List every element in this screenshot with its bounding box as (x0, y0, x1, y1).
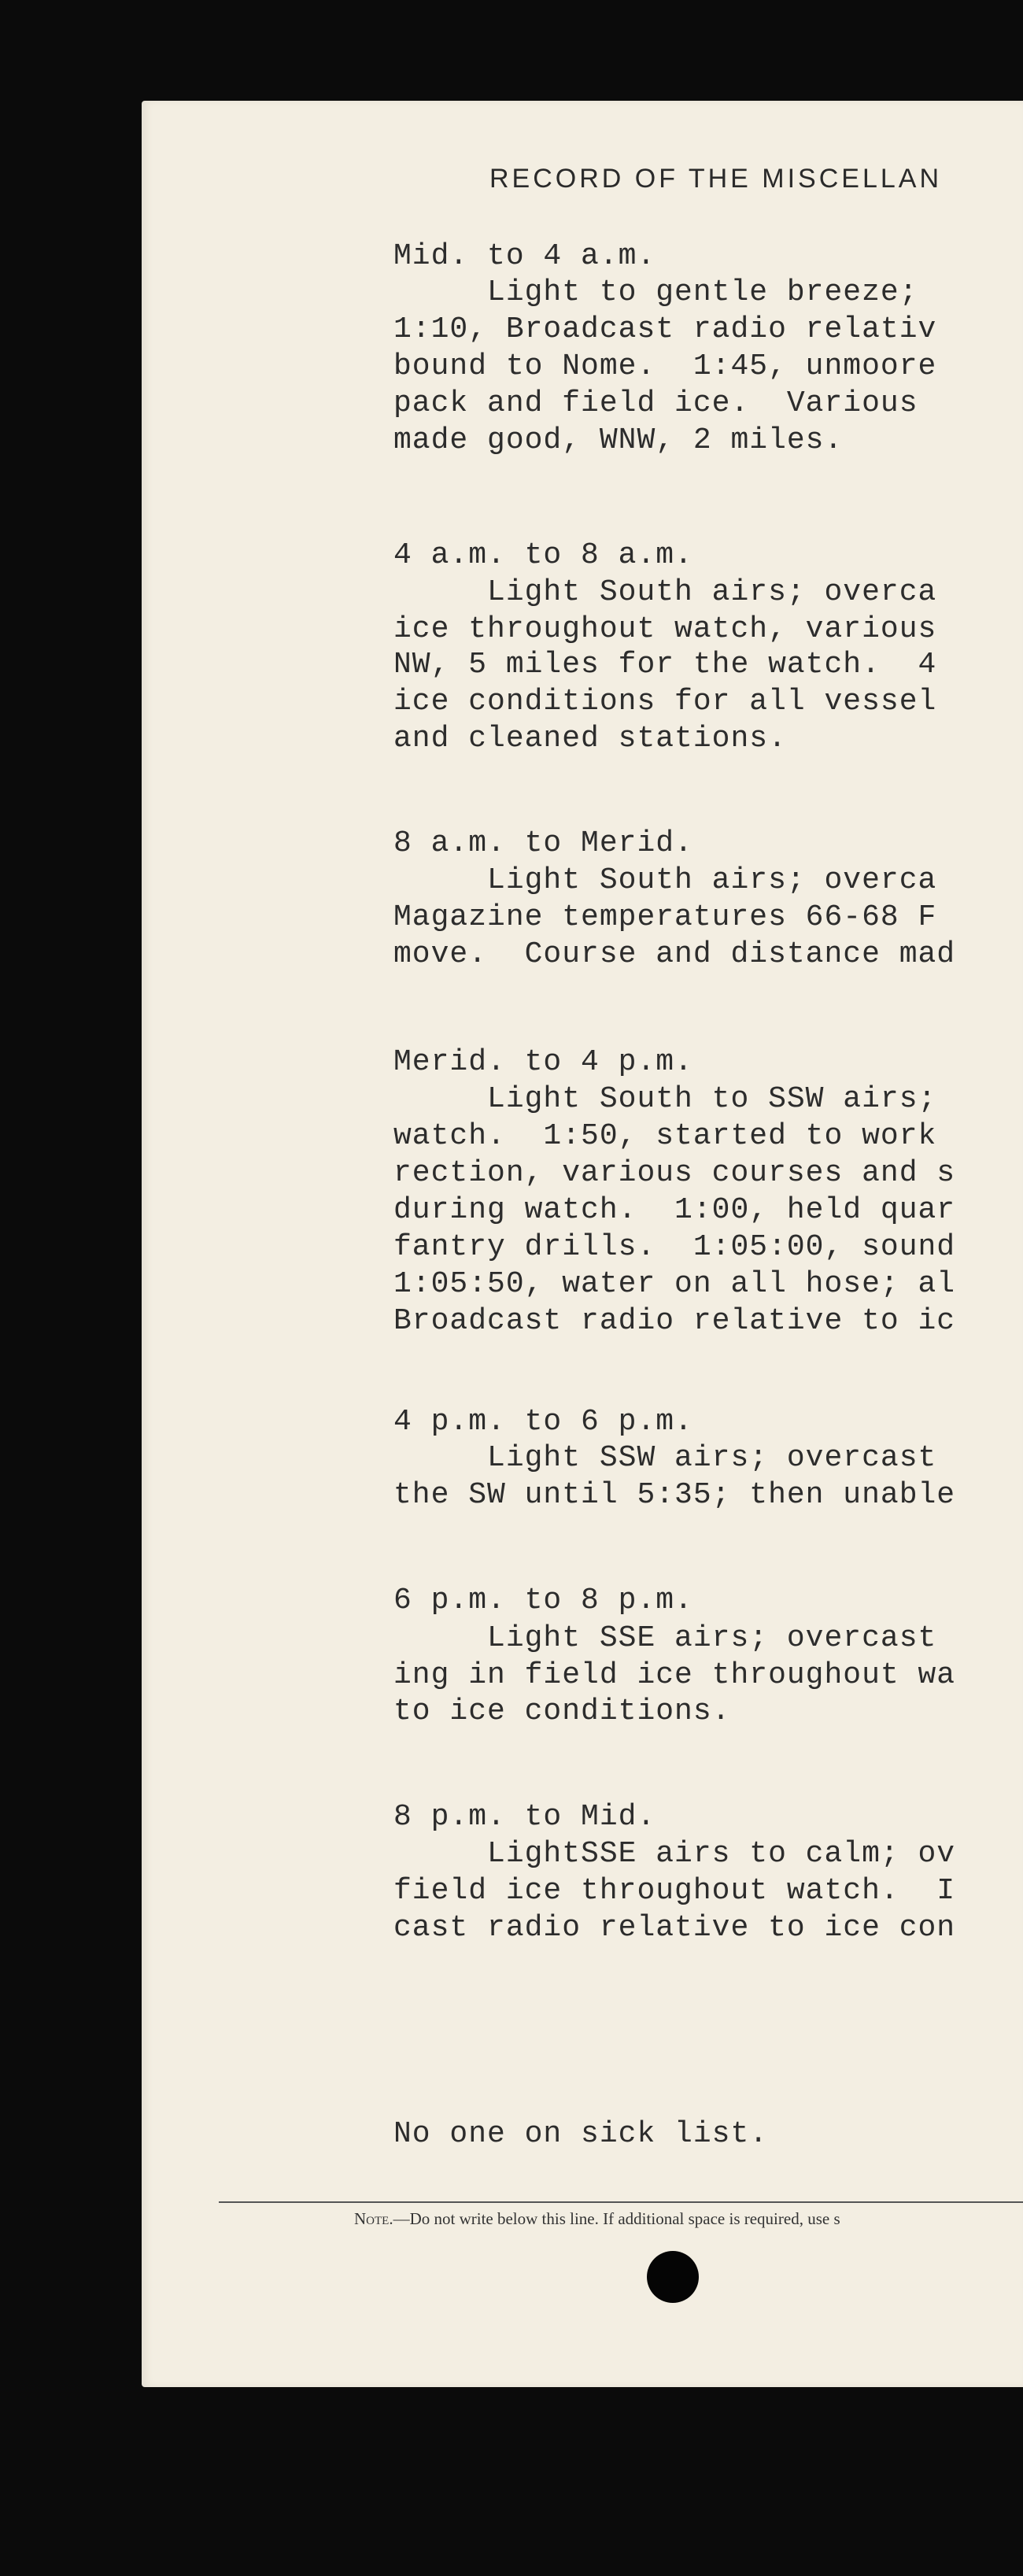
record-heading: RECORD OF THE MISCELLAN (489, 164, 943, 194)
watch-time: Merid. to 4 p.m. (393, 1045, 693, 1079)
watch-time: 4 a.m. to 8 a.m. (393, 538, 693, 572)
log-line: Light SSW airs; overcast (393, 1441, 937, 1475)
log-line: Magazine temperatures 66-68 F (393, 900, 937, 934)
log-line: during watch. 1:00, held quar (393, 1193, 956, 1227)
punch-hole (647, 2251, 699, 2303)
log-line: fantry drills. 1:05:00, sound (393, 1230, 956, 1264)
log-line: NW, 5 miles for the watch. 4 (393, 648, 937, 682)
log-line: ice conditions for all vessel (393, 685, 937, 719)
log-line: rection, various courses and s (393, 1156, 956, 1190)
log-line: Broadcast radio relative to ic (393, 1304, 956, 1338)
watch-time: 8 a.m. to Merid. (393, 826, 693, 860)
log-line: field ice throughout watch. I (393, 1874, 956, 1908)
log-line: the SW until 5:35; then unable (393, 1478, 956, 1512)
log-line: cast radio relative to ice con (393, 1911, 956, 1945)
watch-time: 4 p.m. to 6 p.m. (393, 1405, 693, 1439)
log-line: LightSSE airs to calm; ov (393, 1837, 956, 1871)
log-line: ice throughout watch, various (393, 612, 937, 646)
log-line: Light South airs; overca (393, 575, 937, 609)
log-line: and cleaned stations. (393, 722, 787, 756)
log-line: bound to Nome. 1:45, unmoore (393, 349, 937, 383)
log-line: 1:05:50, water on all hose; al (393, 1267, 956, 1301)
log-line: Light to gentle breeze; (393, 275, 918, 309)
log-line: move. Course and distance mad (393, 937, 956, 971)
log-line: Light South airs; overca (393, 863, 937, 897)
log-line: ing in field ice throughout wa (393, 1658, 956, 1692)
log-line: watch. 1:50, started to work (393, 1119, 937, 1153)
log-line: Light South to SSW airs; (393, 1082, 937, 1116)
log-line: made good, WNW, 2 miles. (393, 423, 844, 457)
form-note (354, 2209, 840, 2229)
note-label: Note. (354, 2209, 393, 2228)
watch-time: Mid. to 4 a.m. (393, 239, 656, 273)
log-line: to ice conditions. (393, 1695, 731, 1728)
log-line: pack and field ice. Various (393, 386, 918, 420)
sick-list-note: No one on sick list. (393, 2117, 769, 2151)
log-line: Light SSE airs; overcast (393, 1621, 937, 1655)
watch-time: 6 p.m. to 8 p.m. (393, 1584, 693, 1617)
divider-line (219, 2201, 1023, 2203)
log-line: 1:10, Broadcast radio relativ (393, 312, 937, 346)
watch-time: 8 p.m. to Mid. (393, 1800, 656, 1834)
note-text: —Do not write below this line. If additional space is required, use s (393, 2209, 840, 2228)
